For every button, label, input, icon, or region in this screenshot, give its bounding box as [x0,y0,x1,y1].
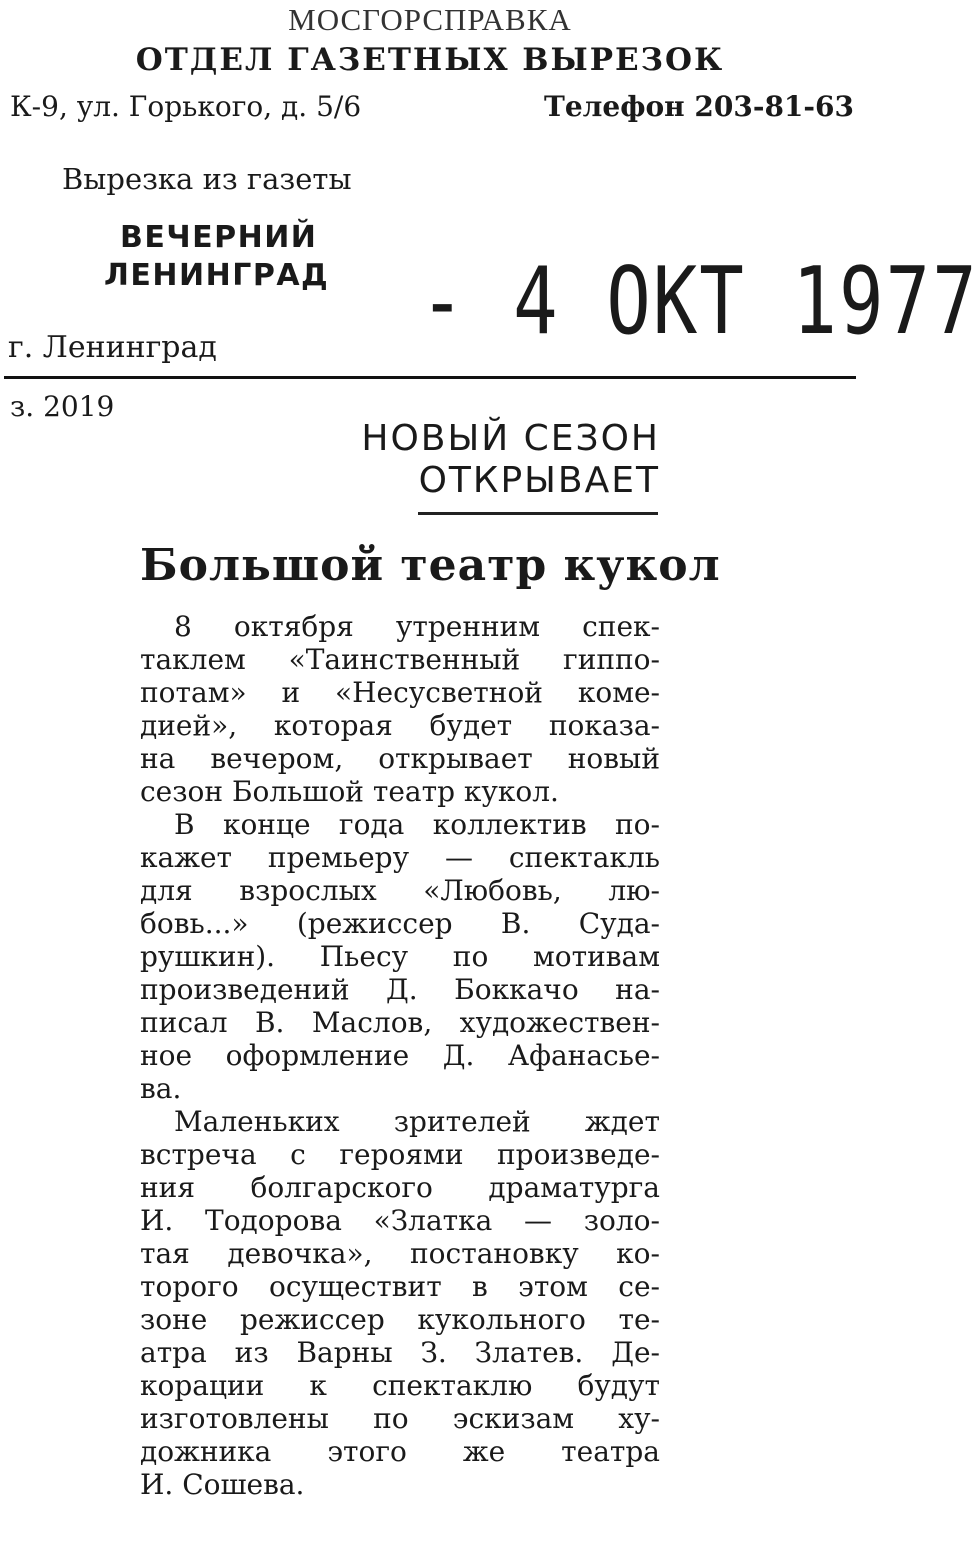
article-headline: Большой театр кукол [140,540,721,591]
order-number: з. 2019 [10,390,115,423]
newspaper-name-line2: ЛЕНИНГРАД [104,258,330,293]
agency-phone: Телефон 203-81-63 [544,90,854,123]
article-line: ное оформление Д. Афанасье- [140,1039,660,1072]
article-body [140,610,660,1501]
agency-address: К-9, ул. Горького, д. 5/6 [10,90,362,123]
article-line: ния болгарского драматурга [140,1171,660,1204]
article-line: атра из Варны З. Златев. Де- [140,1336,660,1369]
article-line: для взрослых «Любовь, лю- [140,874,660,907]
article-line: И. Сошева. [140,1468,305,1501]
article-line: 8 октября утренним спек- [174,610,660,643]
article-line: зоне режиссер кукольного те- [140,1303,660,1336]
department-name: ОТДЕЛ ГАЗЕТНЫХ ВЫРЕЗОК [135,42,725,78]
article-line: бовь...» (режиссер В. Суда- [140,907,660,940]
article-line: потам» и «Несусветной коме- [140,676,660,709]
article-line: И. Тодорова «Златка — золо- [140,1204,660,1237]
article-line: торого осуществит в этом се- [140,1270,660,1303]
article-line: кажет премьеру — спектакль [140,841,660,874]
article-line: корации к спектаклю будут [140,1369,660,1402]
agency-name: МОСГОРСПРАВКА [288,2,572,37]
header-divider [4,376,856,379]
article-line: тая девочка», постановку ко- [140,1237,660,1270]
article-line: дией», которая будет показа- [140,709,660,742]
article-line: таклем «Таинственный гиппо- [140,643,660,676]
article-line: на вечером, открывает новый [140,742,660,775]
article-line: писал В. Маслов, художествен- [140,1006,660,1039]
article-line: рушкин). Пьесу по мотивам [140,940,660,973]
article-line: ва. [140,1072,182,1105]
article-line: Маленьких зрителей ждет [174,1105,660,1138]
article-line: изготовлены по эскизам ху- [140,1402,660,1435]
clipping-label: Вырезка из газеты [62,162,352,196]
article-line: встреча с героями произведе- [140,1138,660,1171]
kicker-underline [418,512,658,515]
kicker-line2: ОТКРЫВАЕТ [418,460,660,501]
kicker-line1: НОВЫЙ СЕЗОН [361,418,660,459]
article-line: дожника этого же театра [140,1435,660,1468]
newspaper-city: г. Ленинград [8,330,217,365]
article-line: сезон Большой театр кукол. [140,775,559,808]
article-line: В конце года коллектив по- [174,808,660,841]
date-stamp: - 4 ОКТ 1977 [420,248,979,356]
article-line: произведений Д. Боккачо на- [140,973,660,1006]
newspaper-name-line1: ВЕЧЕРНИЙ [120,220,318,255]
